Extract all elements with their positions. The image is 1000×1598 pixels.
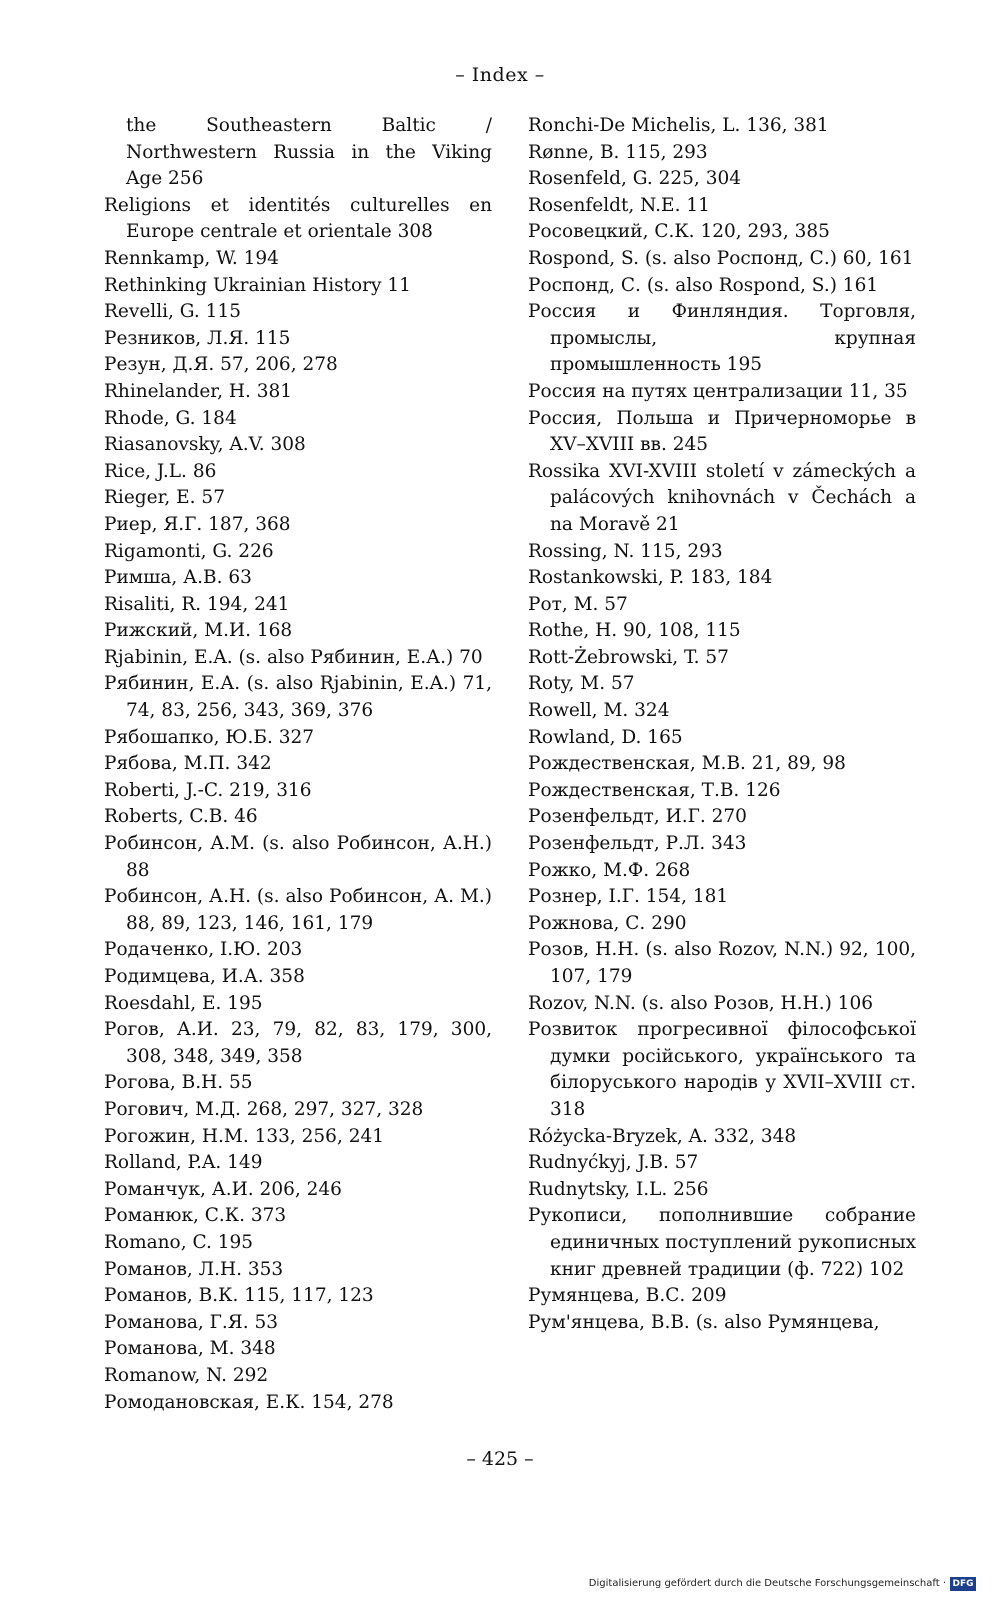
- index-entry: Рогович, М.Д. 268, 297, 327, 328: [104, 1098, 424, 1120]
- index-entry: Рот, М. 57: [528, 593, 628, 615]
- index-entry: Росовецкий, С.К. 120, 293, 385: [528, 221, 830, 243]
- index-entry: Roty, M. 57: [528, 673, 635, 695]
- index-entry: Religions et identités culturelles en Europe centrale et orientale 308: [104, 194, 492, 243]
- index-entry: Розенфельдт, И.Г. 270: [528, 806, 747, 828]
- index-entry: Ronchi-De Michelis, L. 136, 381: [528, 115, 829, 136]
- index-entry: the Southeastern Baltic / Northwestern Russia in the Viking Age 256: [126, 115, 492, 190]
- index-entry: Rowland, D. 165: [528, 726, 683, 748]
- index-entry: Риер, Я.Г. 187, 368: [104, 513, 291, 535]
- index-entry: Рукописи, пополнившие собрание единичных поступлений рукописных книг древней традиции (ф. 722) 102: [528, 1205, 916, 1280]
- index-entry: Riasanovsky, A.V. 308: [104, 434, 306, 456]
- index-entry: Ромодановская, Е.К. 154, 278: [104, 1391, 394, 1413]
- index-entry: Romanow, N. 292: [104, 1364, 269, 1386]
- index-entry: Rosenfeldt, N.E. 11: [528, 194, 710, 216]
- index-entry: Романова, М. 348: [104, 1338, 276, 1360]
- index-entry: Rethinking Ukrainian History 11: [104, 274, 411, 296]
- index-entry: Романов, В.К. 115, 117, 123: [104, 1285, 374, 1307]
- index-entry: Рябова, М.П. 342: [104, 753, 272, 775]
- index-column-right: [528, 113, 916, 1336]
- index-entry: Рогов, А.И. 23, 79, 82, 83, 179, 300, 308, 348, 349, 358: [104, 1019, 492, 1067]
- index-entry: Rhode, G. 184: [104, 407, 237, 429]
- index-entry: Рогова, В.Н. 55: [104, 1072, 253, 1094]
- page-header: – Index –: [455, 64, 545, 86]
- index-entry: Rossing, N. 115, 293: [528, 540, 723, 562]
- index-entry: Румянцева, В.С. 209: [528, 1285, 727, 1307]
- index-entry: Резун, Д.Я. 57, 206, 278: [104, 354, 338, 376]
- index-entry: Rolland, P.A. 149: [104, 1152, 263, 1174]
- page-number: – 425 –: [466, 1448, 534, 1470]
- index-entry: Розов, Н.Н. (s. also Rozov, N.N.) 92, 100, 107, 179: [528, 939, 916, 987]
- index-entry: Rennkamp, W. 194: [104, 247, 279, 269]
- index-entry: Резников, Л.Я. 115: [104, 327, 291, 349]
- index-entry: Rudnytsky, I.L. 256: [528, 1178, 709, 1200]
- index-entry: Робинсон, А.Н. (s. also Робинсон, А. М.) 88, 89, 123, 146, 161, 179: [104, 886, 492, 934]
- index-entry: Романов, Л.Н. 353: [104, 1258, 284, 1280]
- index-entry: Рожко, М.Ф. 268: [528, 859, 691, 881]
- index-entry: Rossika XVI-XVIII století v zámeckých a palácových knihovnách v Čechách a na Moravě 21: [528, 460, 916, 535]
- index-entry: Рябошапко, Ю.Б. 327: [104, 726, 315, 748]
- index-entry: Rigamonti, G. 226: [104, 540, 274, 562]
- index-entry: Rott-Żebrowski, T. 57: [528, 646, 729, 668]
- index-entry: Розвиток прогресивної філософської думки російського, українського та білоруського народів у XVII–XVIII ст. 318: [528, 1019, 916, 1120]
- index-entry: Risaliti, R. 194, 241: [104, 593, 290, 615]
- index-entry: Różycka-Bryzek, A. 332, 348: [528, 1125, 797, 1147]
- index-entry: Роспонд, С. (s. also Rospond, S.) 161: [528, 274, 879, 296]
- index-entry: Rieger, E. 57: [104, 487, 225, 509]
- index-entry: Россия и Финляндия. Торговля, промыслы, крупная промышленность 195: [528, 301, 916, 376]
- index-entry: Rudnyćkyj, J.B. 57: [528, 1152, 699, 1174]
- index-entry: Rothe, H. 90, 108, 115: [528, 620, 741, 642]
- index-column-left: [104, 113, 492, 1416]
- index-entry: Rice, J.L. 86: [104, 460, 217, 482]
- index-entry: Rozov, N.N. (s. also Розов, Н.Н.) 106: [528, 992, 873, 1014]
- index-entry: Рум'янцева, В.В. (s. also Румянцева,: [528, 1311, 880, 1333]
- index-entry: Romano, C. 195: [104, 1231, 254, 1253]
- index-entry: Римша, А.В. 63: [104, 567, 252, 589]
- index-entry: Roberti, J.-C. 219, 316: [104, 779, 312, 801]
- digitization-credit: Digitalisierung gefördert durch die Deutsche Forschungsgemeinschaft ·: [588, 1578, 946, 1589]
- index-entry: Рогожин, Н.М. 133, 256, 241: [104, 1125, 385, 1147]
- index-entry: Робинсон, А.М. (s. also Робинсон, А.Н.) 88: [104, 833, 492, 881]
- index-entry: Россия на путях централизации 11, 35: [528, 380, 908, 402]
- index-entry: Rospond, S. (s. also Роспонд, С.) 60, 161: [528, 247, 914, 269]
- index-entry: Рябинин, Е.А. (s. also Rjabinin, E.A.) 71, 74, 83, 256, 343, 369, 376: [104, 673, 492, 722]
- index-entry: Розенфельдт, Р.Л. 343: [528, 833, 747, 855]
- index-entry: Романюк, С.К. 373: [104, 1205, 287, 1227]
- index-entry: Rønne, B. 115, 293: [528, 141, 708, 163]
- index-entry: Рождественская, М.В. 21, 89, 98: [528, 753, 846, 775]
- index-entry: Романова, Г.Я. 53: [104, 1311, 279, 1333]
- dfg-logo-icon: DFG: [950, 1577, 976, 1591]
- index-entry: Романчук, А.И. 206, 246: [104, 1178, 342, 1200]
- index-entry: Рожнова, С. 290: [528, 912, 687, 934]
- index-entry: Roesdahl, E. 195: [104, 992, 263, 1014]
- index-entry: Roberts, C.B. 46: [104, 806, 258, 828]
- index-entry: Rowell, M. 324: [528, 700, 670, 722]
- index-entry: Родимцева, И.А. 358: [104, 966, 305, 987]
- index-entry: Родаченко, І.Ю. 203: [104, 939, 303, 961]
- index-entry: Rhinelander, H. 381: [104, 380, 293, 402]
- index-entry: Rosenfeld, G. 225, 304: [528, 168, 742, 190]
- index-entry: Rostankowski, P. 183, 184: [528, 567, 773, 589]
- index-entry: Revelli, G. 115: [104, 301, 241, 323]
- index-entry: Россия, Польша и Причерноморье в XV–XVIII вв. 245: [528, 407, 916, 456]
- index-entry: Рознер, І.Г. 154, 181: [528, 886, 729, 908]
- index-entry: Рижский, М.И. 168: [104, 620, 293, 642]
- index-entry: Rjabinin, E.A. (s. also Рябинин, Е.А.) 70: [104, 646, 483, 668]
- index-entry: Рождественская, Т.В. 126: [528, 779, 781, 801]
